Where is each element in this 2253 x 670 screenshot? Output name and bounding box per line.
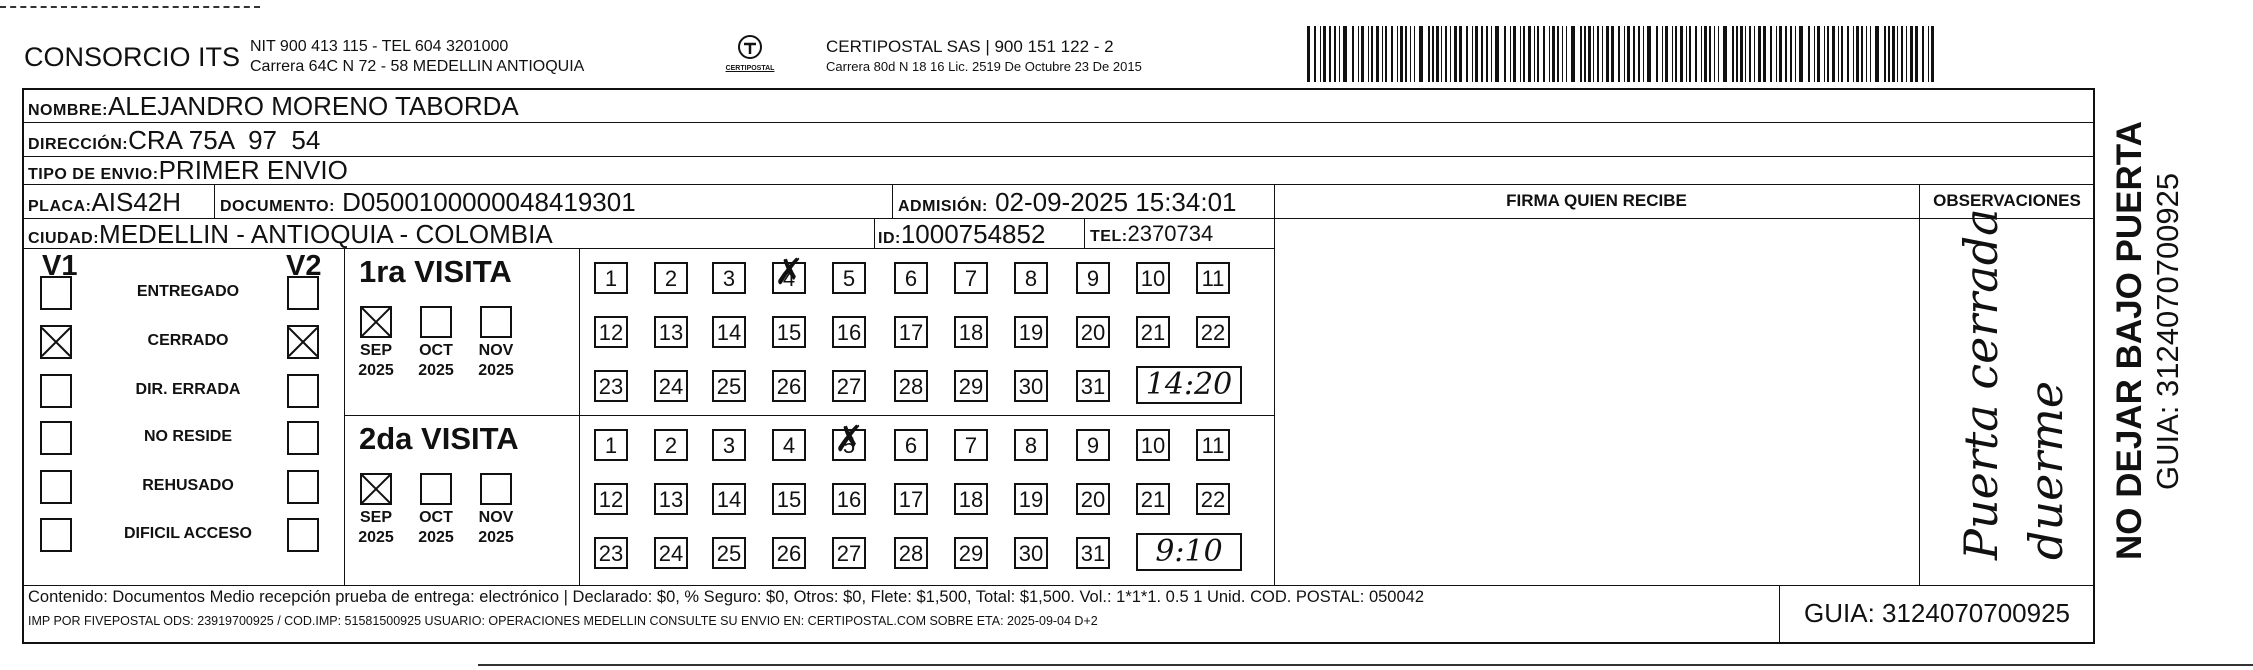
barcode-bar xyxy=(1343,26,1347,82)
observation-handwriting-2: duerme xyxy=(2019,380,2073,560)
v2-checkbox-dir-errada[interactable] xyxy=(287,374,319,408)
barcode-bar xyxy=(1571,26,1575,82)
ciudad-value: MEDELLIN - ANTIOQUIA - COLOMBIA xyxy=(99,219,553,249)
tel-label: TEL: xyxy=(1090,228,1128,245)
day-box[interactable]: 26 xyxy=(772,370,806,402)
day-box[interactable]: 20 xyxy=(1076,483,1110,515)
barcode-bar xyxy=(1368,26,1369,82)
barcode-bar xyxy=(1827,26,1829,82)
barcode-bar xyxy=(1382,26,1383,82)
tipo-envio-label: TIPO DE ENVIO: xyxy=(28,166,159,183)
barcode-bar xyxy=(1662,26,1663,82)
placa-value: AIS42H xyxy=(91,187,182,217)
barcode-bar xyxy=(1814,26,1815,82)
barcode xyxy=(1307,26,1941,82)
barcode-bar xyxy=(1910,26,1913,82)
documento-field xyxy=(220,187,636,218)
day-box[interactable]: 2 xyxy=(654,262,688,294)
v2-checkbox-cerrado[interactable] xyxy=(287,325,319,359)
day-box[interactable]: 28 xyxy=(894,370,928,402)
month-label: OCT 2025 xyxy=(418,509,454,546)
day-box[interactable]: 3 xyxy=(712,429,746,461)
day-box[interactable]: 17 xyxy=(894,316,928,348)
day-box[interactable]: 20 xyxy=(1076,316,1110,348)
barcode-bar xyxy=(1922,26,1924,82)
day-box[interactable]: 5 xyxy=(832,262,866,294)
barcode-bar xyxy=(1841,26,1843,82)
v2-checkbox-dificil-acceso[interactable] xyxy=(287,518,319,552)
barcode-bar xyxy=(1459,26,1462,82)
day-box[interactable]: 11 xyxy=(1196,429,1230,461)
barcode-bar xyxy=(1888,26,1890,82)
side-guia: GUIA: 3124070700925 xyxy=(2150,172,2185,490)
barcode-bar xyxy=(1763,26,1766,82)
placa-field xyxy=(28,187,181,218)
barcode-bar xyxy=(1358,26,1359,82)
barcode-bar xyxy=(1776,26,1777,82)
v1-checkbox-rehusado[interactable] xyxy=(40,470,72,504)
v1-checkbox-dificil-acceso[interactable] xyxy=(40,518,72,552)
v1-checkbox-dir-errada[interactable] xyxy=(40,374,72,408)
side-warning: NO DEJAR BAJO PUERTA xyxy=(2110,121,2149,560)
barcode-bar xyxy=(1749,26,1751,82)
day-box[interactable]: 22 xyxy=(1196,483,1230,515)
day-box[interactable]: 26 xyxy=(772,537,806,569)
v2-checkbox-no-reside[interactable] xyxy=(287,421,319,455)
day-box[interactable]: 16 xyxy=(832,483,866,515)
barcode-bar xyxy=(1665,26,1668,82)
day-box[interactable]: 12 xyxy=(594,483,628,515)
day-box[interactable]: 18 xyxy=(954,316,988,348)
barcode-bar xyxy=(1475,26,1478,82)
day-box[interactable]: 25 xyxy=(712,537,746,569)
barcode-bar xyxy=(1361,26,1364,82)
barcode-bar xyxy=(1633,26,1635,82)
day-box[interactable]: 14 xyxy=(712,483,746,515)
barcode-bar xyxy=(1838,26,1839,82)
tipo-envio-field xyxy=(28,155,348,186)
day-box[interactable]: 16 xyxy=(832,316,866,348)
day-box[interactable]: 29 xyxy=(954,370,988,402)
barcode-bar xyxy=(1638,26,1640,82)
day-box[interactable]: 9 xyxy=(1076,262,1110,294)
barcode-bar xyxy=(1866,26,1867,82)
placa-label: PLACA: xyxy=(28,198,92,215)
company-nit-tel: NIT 900 413 115 - TEL 604 3201000 xyxy=(250,38,509,55)
day-box[interactable]: 15 xyxy=(772,483,806,515)
day-box[interactable]: 7 xyxy=(954,262,988,294)
visit-time-2[interactable]: 9:10 xyxy=(1136,533,1242,571)
direccion-label: DIRECCIÓN: xyxy=(28,136,129,153)
day-box[interactable]: 28 xyxy=(894,537,928,569)
barcode-bar xyxy=(1432,26,1434,82)
day-box[interactable]: 1 xyxy=(594,262,628,294)
id-label: ID: xyxy=(878,230,901,247)
col-divider xyxy=(874,218,875,248)
barcode-bar xyxy=(1597,26,1599,82)
footer-divider xyxy=(24,585,2095,586)
barcode-bar xyxy=(1723,26,1727,82)
barcode-bar xyxy=(1537,26,1539,82)
barcode-bar xyxy=(1892,26,1895,82)
month-checkbox[interactable] xyxy=(420,473,452,505)
barcode-bar xyxy=(1414,26,1415,82)
barcode-bar xyxy=(1817,26,1820,82)
day-box[interactable]: 9 xyxy=(1076,429,1110,461)
col-divider xyxy=(214,184,215,218)
direccion-field xyxy=(28,125,320,156)
barcode-bar xyxy=(1847,26,1849,82)
barcode-bar xyxy=(1314,26,1316,82)
v2-label: V2 xyxy=(286,250,322,282)
barcode-bar xyxy=(1466,26,1468,82)
barcode-bar xyxy=(1647,26,1651,82)
certipostal-logo xyxy=(725,34,775,76)
day-box[interactable]: 27 xyxy=(832,537,866,569)
day-box[interactable]: 25 xyxy=(712,370,746,402)
barcode-bar xyxy=(1329,26,1331,82)
barcode-bar xyxy=(1627,26,1630,82)
day-box[interactable]: 30 xyxy=(1014,537,1048,569)
v1-checkbox-entregado[interactable] xyxy=(40,276,72,310)
barcode-bar xyxy=(1543,26,1545,82)
barcode-bar xyxy=(1701,26,1702,82)
day-box[interactable]: 24 xyxy=(654,537,688,569)
barcode-bar xyxy=(1376,26,1379,82)
barcode-bar xyxy=(1334,26,1336,82)
day-box[interactable]: 31 xyxy=(1076,537,1110,569)
documento-label: DOCUMENTO: xyxy=(220,198,335,215)
barcode-bar xyxy=(1618,26,1620,82)
col-divider xyxy=(892,184,893,218)
day-box[interactable]: 10 xyxy=(1136,429,1170,461)
status-reason-label: CERRADO xyxy=(147,332,229,349)
day-box[interactable]: 23 xyxy=(594,537,628,569)
day-box[interactable]: 8 xyxy=(1014,262,1048,294)
day-box[interactable]: 4 xyxy=(772,429,806,461)
barcode-bar xyxy=(1745,26,1746,82)
barcode-bar xyxy=(1799,26,1803,82)
day-box[interactable]: 21 xyxy=(1136,483,1170,515)
status-reason-label: NO RESIDE xyxy=(143,428,232,445)
col-divider xyxy=(1274,184,1275,585)
barcode-bar xyxy=(1385,26,1387,82)
barcode-bar xyxy=(1897,26,1898,82)
barcode-bar xyxy=(1419,26,1423,82)
day-box[interactable]: 8 xyxy=(1014,429,1048,461)
barcode-bar xyxy=(1754,26,1755,82)
certipostal-info: CERTIPOSTAL SAS | 900 151 122 - 2 xyxy=(826,37,1114,56)
col-divider xyxy=(344,248,345,585)
direccion-value: CRA 75A 97 54 xyxy=(128,125,321,155)
barcode-bar xyxy=(1523,26,1525,82)
nombre-label: NOMBRE: xyxy=(28,102,108,119)
barcode-bar xyxy=(1504,26,1506,82)
v2-checkbox-entregado[interactable] xyxy=(287,276,319,310)
barcode-bar xyxy=(1520,26,1521,82)
barcode-bar xyxy=(1528,26,1531,82)
month-label: NOV 2025 xyxy=(478,342,514,379)
barcode-bar xyxy=(1736,26,1738,82)
month-label: SEP 2025 xyxy=(358,342,394,379)
day-box[interactable]: 17 xyxy=(894,483,928,515)
barcode-bar xyxy=(1718,26,1719,82)
certipostal-address: Carrera 80d N 18 16 Lic. 2519 De Octubre 23 De 2015 xyxy=(826,59,1142,74)
day-box[interactable]: 29 xyxy=(954,537,988,569)
barcode-bar xyxy=(1779,26,1782,82)
day-box[interactable]: 23 xyxy=(594,370,628,402)
month-checkbox[interactable] xyxy=(480,473,512,505)
barcode-bar xyxy=(1486,26,1488,82)
tel-value: 2370734 xyxy=(1127,221,1214,246)
day-box[interactable]: 27 xyxy=(832,370,866,402)
visit-divider xyxy=(344,415,1274,416)
barcode-bar xyxy=(1686,26,1687,82)
barcode-bar xyxy=(1552,26,1555,82)
barcode-bar xyxy=(1352,26,1354,82)
day-box[interactable]: 14 xyxy=(712,316,746,348)
day-box[interactable]: 2 xyxy=(654,429,688,461)
day-box[interactable]: 3 xyxy=(712,262,746,294)
barcode-bar xyxy=(1454,26,1457,82)
barcode-bar xyxy=(1856,26,1859,82)
footer-guia: GUIA: 3124070700925 xyxy=(1804,598,2070,628)
day-box[interactable]: 31 xyxy=(1076,370,1110,402)
barcode-bar xyxy=(1906,26,1907,82)
day-box[interactable]: 6 xyxy=(894,429,928,461)
day-box[interactable]: 11 xyxy=(1196,262,1230,294)
barcode-bar xyxy=(1339,26,1340,82)
v1-label: V1 xyxy=(42,250,78,282)
barcode-bar xyxy=(1901,26,1903,82)
day-box[interactable]: 10 xyxy=(1136,262,1170,294)
nombre-value: ALEJANDRO MORENO TABORDA xyxy=(107,91,519,121)
id-field xyxy=(878,219,1045,250)
row-divider xyxy=(24,122,2095,123)
month-checkbox[interactable] xyxy=(360,473,392,505)
barcode-bar xyxy=(1513,26,1516,82)
barcode-bar xyxy=(1680,26,1683,82)
barcode-bar xyxy=(1790,26,1792,82)
barcode-bar xyxy=(1566,26,1567,82)
barcode-bar xyxy=(1606,26,1609,82)
barcode-bar xyxy=(1441,26,1442,82)
footer-imp-line: IMP POR FIVEPOSTAL ODS: 23919700925 / COD.IMP: 51581500925 USUARIO: OPERACIONES MEDELLIN CONSULTE SU ENVIO EN: CERTIPOSTAL.COM SOBRE ETA: 2025-09-04 D+2 xyxy=(28,614,1098,628)
firma-header-divider xyxy=(1274,218,1919,219)
barcode-bar xyxy=(1405,26,1407,82)
visit-time-1[interactable]: 14:20 xyxy=(1136,366,1242,404)
day-box[interactable]: 5 ✗ xyxy=(832,429,866,461)
admision-field xyxy=(898,187,1237,218)
barcode-bar xyxy=(1534,26,1535,82)
barcode-bar xyxy=(1931,26,1934,82)
logo-text: CERTIPOSTAL xyxy=(725,65,775,72)
tel-field xyxy=(1090,221,1213,247)
v1-checkbox-cerrado[interactable] xyxy=(40,325,72,359)
col-divider xyxy=(1919,184,1920,585)
col-divider xyxy=(579,248,580,585)
barcode-bar xyxy=(1870,26,1871,82)
barcode-bar xyxy=(1602,26,1603,82)
barcode-bar xyxy=(1557,26,1559,82)
barcode-bar xyxy=(1732,26,1734,82)
ciudad-field xyxy=(28,219,553,250)
barcode-bar xyxy=(1410,26,1411,82)
barcode-bar xyxy=(1611,26,1614,82)
status-reason-label: DIR. ERRADA xyxy=(135,381,241,398)
barcode-bar xyxy=(1445,26,1447,82)
barcode-bar xyxy=(1428,26,1430,82)
barcode-bar xyxy=(1824,26,1825,82)
barcode-bar xyxy=(1884,26,1886,82)
barcode-bar xyxy=(1580,26,1582,82)
barcode-bar xyxy=(1853,26,1854,82)
col-divider xyxy=(1084,218,1085,248)
barcode-bar xyxy=(1832,26,1835,82)
barcode-bar xyxy=(1714,26,1715,82)
v1-checkbox-no-reside[interactable] xyxy=(40,421,72,455)
v2-checkbox-rehusado[interactable] xyxy=(287,470,319,504)
admision-label: ADMISIÓN: xyxy=(898,198,988,215)
barcode-bar xyxy=(1450,26,1451,82)
barcode-bar xyxy=(1436,26,1439,82)
barcode-bar xyxy=(1758,26,1761,82)
barcode-bar xyxy=(1740,26,1743,82)
day-box[interactable]: 21 xyxy=(1136,316,1170,348)
day-box[interactable]: 22 xyxy=(1196,316,1230,348)
firma-label: FIRMA QUIEN RECIBE xyxy=(1506,191,1687,210)
day-box[interactable]: 18 xyxy=(954,483,988,515)
id-value: 1000754852 xyxy=(900,219,1046,249)
day-box[interactable]: 15 xyxy=(772,316,806,348)
day-box[interactable]: 24 xyxy=(654,370,688,402)
barcode-bar xyxy=(1624,26,1625,82)
tipo-envio-value: PRIMER ENVIO xyxy=(158,155,348,185)
day-box[interactable]: 1 xyxy=(594,429,628,461)
barcode-bar xyxy=(1472,26,1473,82)
barcode-bar xyxy=(1643,26,1644,82)
barcode-bar xyxy=(1584,26,1586,82)
documento-value: D0500100000048419301 xyxy=(342,187,636,217)
observation-handwriting-1: Puerta cerrada xyxy=(1954,208,2008,560)
signature-area[interactable] xyxy=(1276,220,1917,583)
day-box[interactable]: 6 xyxy=(894,262,928,294)
barcode-bar xyxy=(1400,26,1403,82)
month-label: SEP 2025 xyxy=(358,509,394,546)
barcode-bar xyxy=(1491,26,1492,82)
month-label: NOV 2025 xyxy=(478,509,514,546)
scan-bottom-line xyxy=(478,664,2253,666)
barcode-bar xyxy=(1481,26,1483,82)
day-box[interactable]: 7 xyxy=(954,429,988,461)
barcode-bar xyxy=(1549,26,1550,82)
barcode-bar xyxy=(1770,26,1772,82)
day-box[interactable]: 30 xyxy=(1014,370,1048,402)
barcode-bar xyxy=(1915,26,1918,82)
day-box[interactable]: 4 ✗ xyxy=(772,262,806,294)
scan-edge-line xyxy=(0,6,260,8)
barcode-bar xyxy=(1795,26,1796,82)
day-box[interactable]: 13 xyxy=(654,483,688,515)
company-address: Carrera 64C N 72 - 58 MEDELLIN ANTIOQUIA xyxy=(250,58,585,75)
day-box[interactable]: 12 xyxy=(594,316,628,348)
barcode-bar xyxy=(1391,26,1393,82)
barcode-bar xyxy=(1562,26,1563,82)
visit-title-1: 1ra VISITA xyxy=(359,254,512,289)
status-reason-label: REHUSADO xyxy=(142,477,234,494)
barcode-bar xyxy=(1588,26,1591,82)
barcode-bar xyxy=(1709,26,1711,82)
barcode-bar xyxy=(1307,26,1310,82)
day-box[interactable]: 19 xyxy=(1014,483,1048,515)
barcode-bar xyxy=(1875,26,1879,82)
company-name: CONSORCIO ITS xyxy=(24,42,241,72)
barcode-bar xyxy=(1510,26,1511,82)
admision-value: 02-09-2025 15:34:01 xyxy=(995,187,1237,217)
month-label: OCT 2025 xyxy=(418,342,454,379)
barcode-bar xyxy=(1495,26,1499,82)
status-reason-label: DIFICIL ACCESO xyxy=(123,525,252,542)
observaciones-label: OBSERVACIONES xyxy=(1933,191,2081,210)
barcode-bar xyxy=(1928,26,1929,82)
delivery-form xyxy=(22,88,2095,644)
logo-emblem-icon xyxy=(735,34,765,60)
barcode-bar xyxy=(1371,26,1373,82)
barcode-bar xyxy=(1689,26,1691,82)
barcode-bar xyxy=(1861,26,1863,82)
visit-title-2: 2da VISITA xyxy=(359,421,519,456)
month-checkbox[interactable] xyxy=(360,306,392,338)
ciudad-label: CIUDAD: xyxy=(28,230,100,247)
barcode-bar xyxy=(1704,26,1707,82)
barcode-bar xyxy=(1397,26,1398,82)
status-reason-label: ENTREGADO xyxy=(136,283,240,300)
barcode-bar xyxy=(1695,26,1697,82)
barcode-bar xyxy=(1593,26,1594,82)
day-box[interactable]: 13 xyxy=(654,316,688,348)
barcode-bar xyxy=(1672,26,1673,82)
nombre-field xyxy=(28,91,519,122)
day-box[interactable]: 19 xyxy=(1014,316,1048,348)
footer-content-line: Contenido: Documentos Medio recepción prueba de entrega: electrónico | Declarado: $0, % Seguro: $0, Otros: $0, Flete: $1,500, Total: $1,500. Vol.: 1*1*1. 0.5 1 Unid. COD. POSTAL: 050042 xyxy=(28,588,1425,606)
barcode-bar xyxy=(1656,26,1658,82)
barcode-bar xyxy=(1675,26,1677,82)
barcode-bar xyxy=(1808,26,1810,82)
month-checkbox[interactable] xyxy=(420,306,452,338)
barcode-bar xyxy=(1320,26,1321,82)
barcode-bar xyxy=(1323,26,1326,82)
month-checkbox[interactable] xyxy=(480,306,512,338)
barcode-bar xyxy=(1785,26,1787,82)
